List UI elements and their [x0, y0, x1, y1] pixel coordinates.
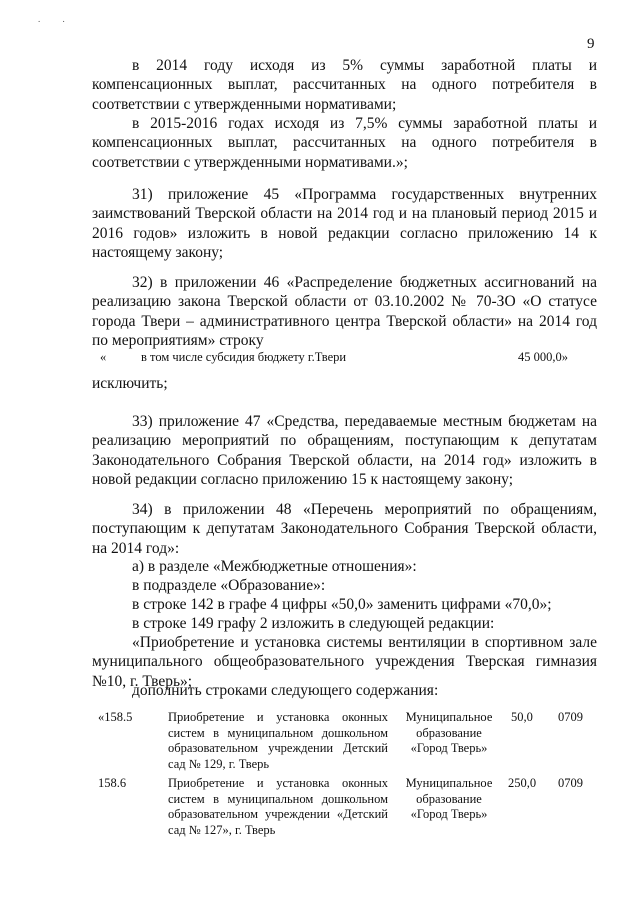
row-open-quote: «	[100, 350, 107, 364]
table-row-num: «158.5	[98, 710, 133, 724]
paragraph-item-34: 34) в приложении 48 «Перечень мероприятий по обращениям, поступающим к депутатам Законодательного Собрания Тверской области, на 2014 год»:	[92, 501, 597, 557]
paragraph-item-33: 33) приложение 47 «Средства, передаваемые местным бюджетам на реализацию мероприятий по обращениям, поступающим к депутатам Законодательного Собрания Тверской области, на 2014 год» изложить в новой редакции согласно приложению 15 к настоящему закону;	[92, 413, 597, 488]
table-row-desc: Приобретение и установка оконных систем в муниципальном дошкольном образовательном учреждении Детский сад № 129, г. Тверь	[168, 710, 388, 771]
table-row-desc: Приобретение и установка оконных систем в муниципальном дошкольном образовательном учреждении «Детский сад № 127», г. Тверь	[168, 776, 388, 837]
table-row-sum: 50,0	[511, 710, 533, 724]
paragraph-item-31: 31) приложение 45 «Программа государственных внутренних заимствований Тверской области на 2014 год и на плановый период 2015 и 2016 годов» изложить в новой редакции согласно приложению 14 к настоящему закону;	[92, 186, 597, 261]
table-row-org: Муниципальное образование «Город Тверь»	[405, 710, 493, 755]
line-row-142: в строке 142 в графе 4 цифры «50,0» заменить цифрами «70,0»;	[132, 596, 552, 613]
paragraph-item-32: 32) в приложении 46 «Распределение бюджетных ассигнований на реализацию закона Тверской области от 03.10.2002 № 70-ЗО «О статусе города Твери – административного центра Тверской области» на 2014 год по мероприятиям» строку	[92, 274, 597, 349]
line-section: а) в разделе «Межбюджетные отношения»:	[132, 558, 417, 575]
table-row-num: 158.6	[98, 776, 127, 790]
table-row-org: Муниципальное образование «Город Тверь»	[405, 776, 493, 821]
table-row-code: 0709	[558, 776, 583, 790]
page-number: 9	[587, 36, 595, 52]
row-text: в том числе субсидия бюджету г.Твери	[141, 350, 347, 364]
paragraph-new-wording: «Приобретение и установка системы вентиляции в спортивном зале муниципального общеобразовательного учреждения Тверская гимназия №10, г. Тверь»;	[92, 634, 597, 690]
table-row-code: 0709	[558, 710, 583, 724]
paragraph-2014: в 2014 году исходя из 5% суммы заработной платы и компенсационных выплат, рассчитанных на одного потребителя в соответствии с утвержденными нормативами;	[92, 57, 597, 113]
exclude-text: исключить;	[92, 375, 168, 392]
line-subsection: в подразделе «Образование»:	[132, 577, 326, 594]
line-row-149: в строке 149 графу 2 изложить в следующей редакции:	[132, 615, 495, 632]
paragraph-2015-2016: в 2015-2016 годах исходя из 7,5% суммы заработной платы и компенсационных выплат, рассчитанных на одного потребителя в соответствии с утвержденными нормативами.»;	[92, 115, 597, 171]
table-row-sum: 250,0	[508, 776, 537, 790]
corner-marks: . .	[38, 14, 75, 24]
row-value: 45 000,0»	[518, 350, 568, 364]
line-add-rows: дополнить строками следующего содержания:	[132, 682, 439, 699]
